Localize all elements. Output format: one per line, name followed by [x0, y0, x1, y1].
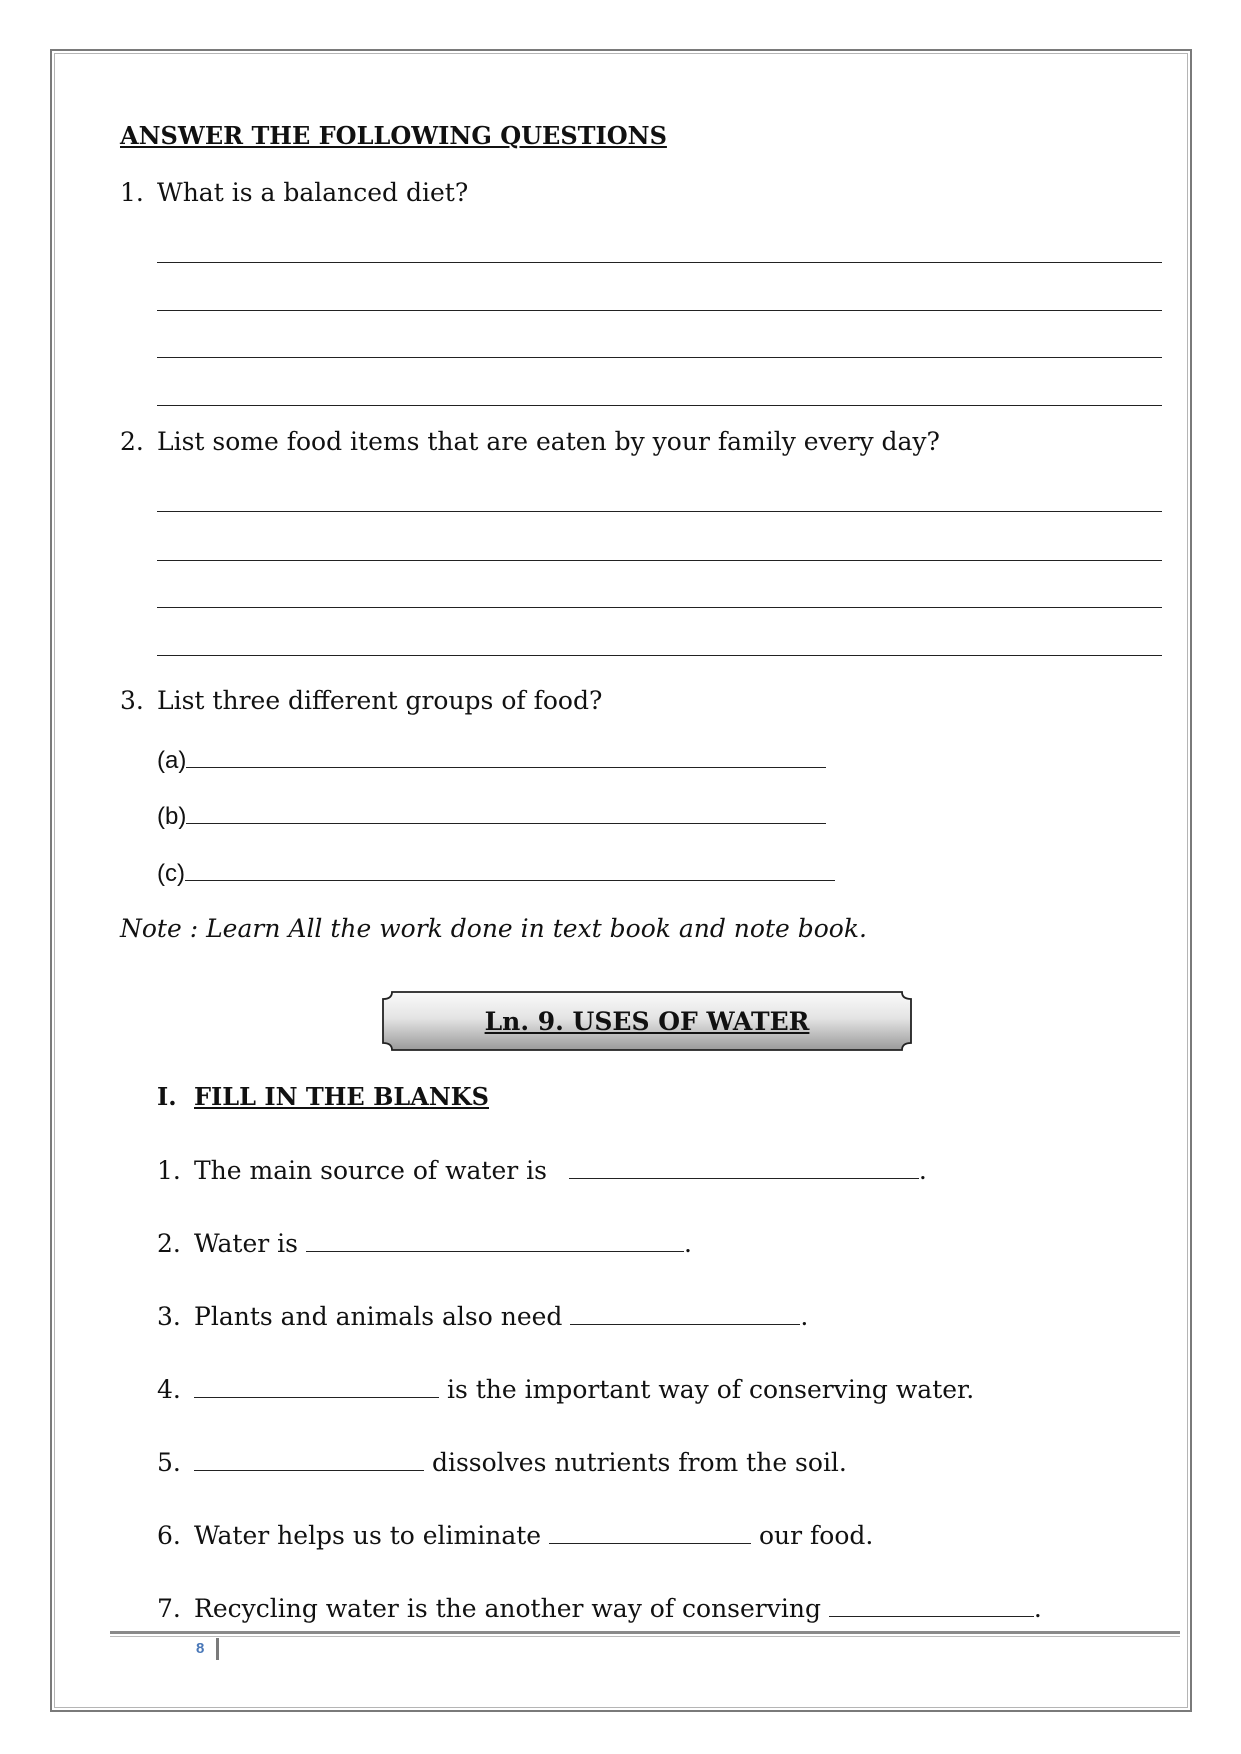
question-number: 3. [120, 686, 144, 715]
fill-blank[interactable] [569, 1156, 919, 1179]
question-2 [120, 427, 940, 457]
study-note: Note : Learn All the work done in text book and note book. [120, 914, 867, 943]
fill-blank[interactable] [194, 1448, 424, 1471]
fill-blank[interactable] [570, 1302, 800, 1325]
lesson-title: Ln. 9. USES OF WATER [484, 1006, 810, 1036]
blank-item-6 [157, 1521, 873, 1551]
answer-line[interactable] [157, 560, 1162, 561]
blank-item-2 [157, 1229, 692, 1259]
section-title: FILL IN THE BLANKS [194, 1082, 489, 1111]
item-text-after: . [683, 1229, 692, 1258]
food-group-c [157, 858, 835, 889]
section-heading-answer-questions: ANSWER THE FOLLOWING QUESTIONS [120, 121, 667, 150]
item-number: 6. [157, 1521, 181, 1550]
lesson-title-banner [382, 991, 912, 1051]
footer-rule [110, 1631, 1180, 1634]
item-text-before: The main source of water is [194, 1156, 555, 1185]
food-group-blank[interactable] [186, 801, 826, 824]
blank-item-1 [157, 1156, 927, 1186]
item-number: 3. [157, 1302, 181, 1331]
item-number: 5. [157, 1448, 181, 1477]
item-text-after: is the important way of conserving water. [439, 1375, 975, 1404]
answer-line[interactable] [157, 655, 1162, 656]
section-heading-fill-blanks [157, 1082, 489, 1112]
food-group-blank[interactable] [186, 745, 826, 768]
item-text-before: Water is [194, 1229, 306, 1258]
question-text: List three different groups of food? [157, 686, 603, 715]
food-group-label: (b) [157, 803, 187, 830]
answer-line[interactable] [157, 357, 1162, 358]
blank-item-3 [157, 1302, 808, 1332]
food-group-b [157, 801, 826, 832]
question-1 [120, 178, 468, 208]
food-group-label: (a) [157, 747, 187, 774]
fill-blank[interactable] [194, 1375, 439, 1398]
question-text: What is a balanced diet? [157, 178, 469, 207]
item-text-before: Recycling water is the another way of conserving [194, 1594, 829, 1623]
item-number: 7. [157, 1594, 181, 1623]
answer-line[interactable] [157, 310, 1162, 311]
question-number: 2. [120, 427, 144, 456]
item-text-after: our food. [751, 1521, 874, 1550]
item-text-after: dissolves nutrients from the soil. [424, 1448, 847, 1477]
fill-blank[interactable] [549, 1521, 751, 1544]
section-roman-numeral: I. [157, 1082, 177, 1111]
blank-item-5 [157, 1448, 847, 1478]
fill-blank[interactable] [829, 1594, 1034, 1617]
item-number: 1. [157, 1156, 181, 1185]
item-text-before: Water helps us to eliminate [194, 1521, 550, 1550]
food-group-a [157, 745, 826, 776]
page-number: 8 [196, 1640, 205, 1657]
food-group-label: (c) [157, 860, 185, 887]
page-number-divider [216, 1638, 219, 1660]
item-text-after: . [918, 1156, 927, 1185]
question-text: List some food items that are eaten by your family every day? [157, 427, 940, 456]
answer-line[interactable] [157, 405, 1162, 406]
answer-line[interactable] [157, 511, 1162, 512]
fill-blank[interactable] [306, 1229, 684, 1252]
food-group-blank[interactable] [185, 858, 835, 881]
question-number: 1. [120, 178, 144, 207]
question-3 [120, 686, 602, 716]
blank-item-4 [157, 1375, 974, 1405]
answer-line[interactable] [157, 262, 1162, 263]
blank-item-7 [157, 1594, 1042, 1624]
footer-rule-thin [110, 1636, 1180, 1637]
item-text-after: . [1033, 1594, 1042, 1623]
answer-line[interactable] [157, 607, 1162, 608]
item-number: 4. [157, 1375, 181, 1404]
item-text-after: . [800, 1302, 809, 1331]
item-number: 2. [157, 1229, 181, 1258]
item-text-before: Plants and animals also need [194, 1302, 571, 1331]
